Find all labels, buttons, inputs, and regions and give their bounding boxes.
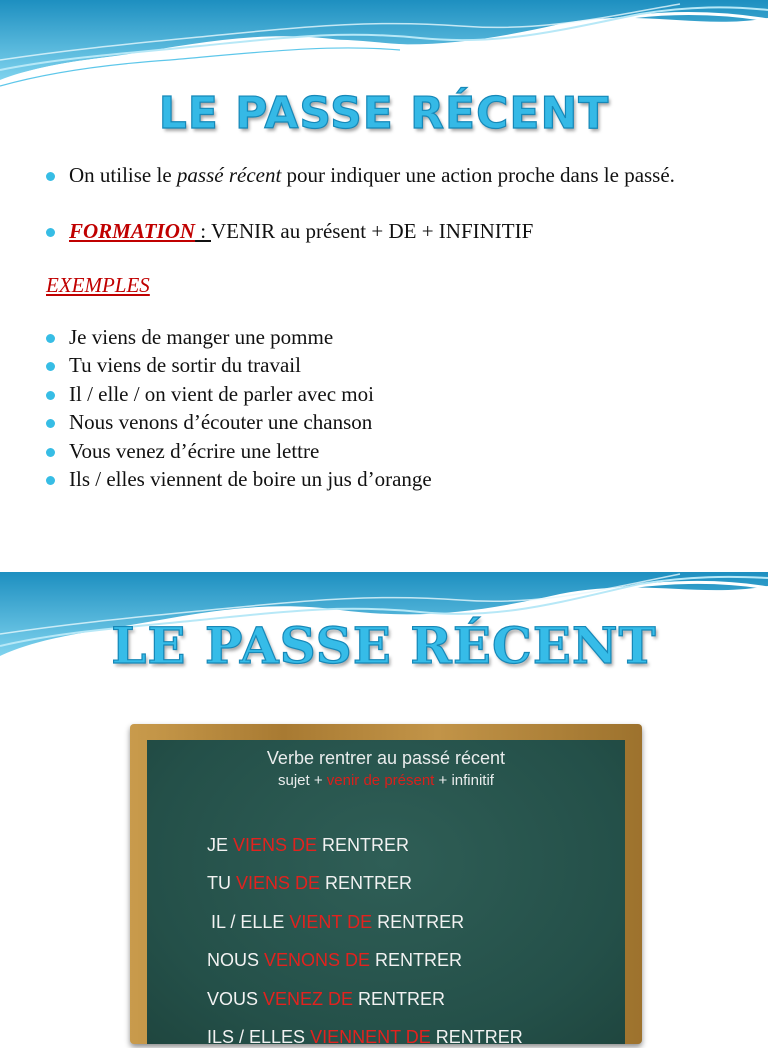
conjugation-row [207,873,412,894]
example-text: Vous venez d’écrire une lettre [69,438,320,463]
row-verb: VIENS DE [236,873,321,893]
bullet-icon [46,391,55,400]
bullet-icon [46,362,55,371]
bullet-icon [46,172,55,181]
row-infinitive: RENTRER [317,835,410,855]
row-verb: VIENS DE [233,835,318,855]
example-item [46,351,736,379]
formation-colon: : [195,219,211,243]
example-text: Tu viens de sortir du travail [69,353,301,378]
row-subject: IL / ELLE [211,912,290,932]
row-verb: VENEZ DE [263,989,354,1009]
conjugation-row [207,835,409,856]
slide-1-title: LE PASSE RÉCENT [158,88,610,139]
row-verb: VENONS DE [264,950,371,970]
example-text: Il / elle / on vient de parler avec moi [69,381,374,406]
bullet-icon [46,476,55,485]
example-item [46,437,736,465]
formation-label: FORMATION [69,219,196,243]
intro-text-italic: passé récent [176,163,282,187]
slide-2 [0,572,768,1047]
intro-bullet [46,163,736,187]
intro-text-after: pour indiquer une action proche dans le passé. [281,163,675,187]
example-item [46,408,736,436]
bullet-icon [46,334,55,343]
conjugation-row [207,989,445,1010]
row-infinitive: RENTRER [430,1027,523,1047]
formation-text: VENIR au présent + DE + INFINITIF [211,219,534,243]
example-text: Nous venons d’écouter une chanson [69,410,373,435]
example-item [46,380,736,408]
example-item [46,323,736,351]
row-infinitive: RENTRER [372,912,465,932]
row-subject: NOUS [207,950,265,970]
row-infinitive: RENTRER [370,950,463,970]
conjugation-row [211,912,464,933]
row-infinitive: RENTRER [320,873,413,893]
example-item [46,465,736,493]
board-title: Verbe rentrer au passé récent [266,748,506,768]
exemples-heading: EXEMPLES [46,273,150,297]
chalkboard-surface [147,740,625,1047]
row-subject: JE [207,835,234,855]
example-text: Je viens de manger une pomme [69,325,334,349]
row-verb: VIENNENT DE [310,1027,431,1047]
bullet-icon [46,448,55,457]
formation-bullet [46,219,736,243]
board-formula [147,772,625,789]
formula-part-3: + infinitif [434,772,494,789]
slide-1-content [46,163,736,493]
example-text: Ils / elles viennent de boire un jus d’orange [69,467,432,492]
row-infinitive: RENTRER [353,989,446,1009]
formula-part-1: sujet + [278,772,327,789]
intro-text-before: On utilise le [69,163,177,187]
conjugation-row [207,950,462,971]
chalkboard [130,724,642,1047]
row-subject: ILS / ELLES [207,1027,311,1047]
conjugation-row [207,1027,523,1048]
formula-part-2: venir de présent [326,772,435,789]
row-verb: VIENT DE [289,912,373,932]
examples-list [46,323,736,493]
wave-header-decoration [0,0,768,90]
bullet-icon [46,419,55,428]
slide-2-title: LE PASSE RÉCENT [111,616,657,675]
row-subject: VOUS [207,989,264,1009]
bullet-icon [46,228,55,237]
row-subject: TU [207,873,236,893]
